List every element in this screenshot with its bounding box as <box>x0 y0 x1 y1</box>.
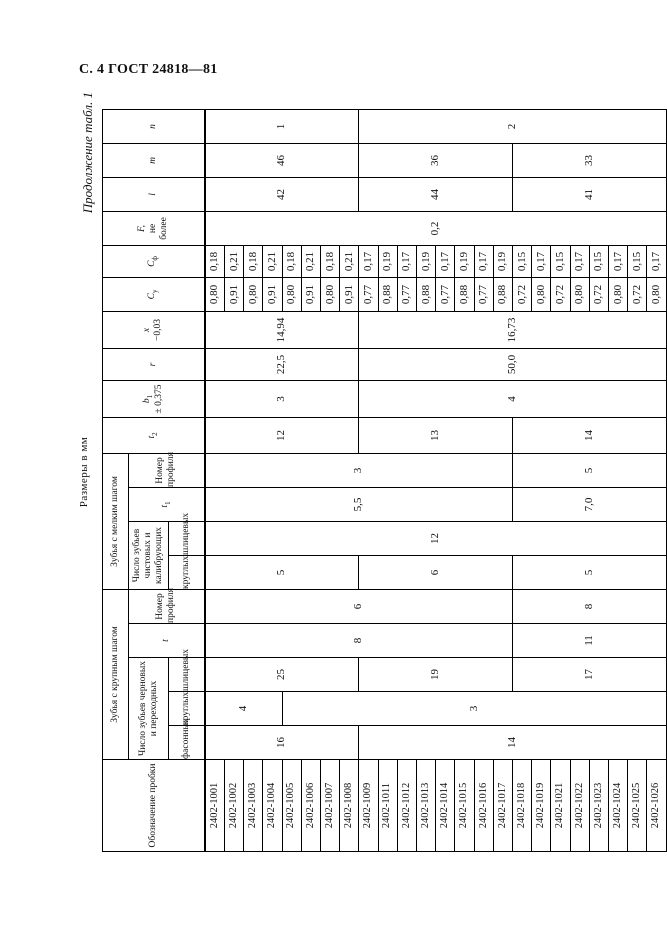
col-designation: Обозначение пробки <box>103 760 205 852</box>
col-shaped: фасонных <box>169 726 205 760</box>
designation-cell: 2402-1024 <box>609 760 628 852</box>
cf-cell: 0,17 <box>647 245 667 277</box>
units-caption: Размеры в мм <box>78 436 90 508</box>
m-cell: 36 <box>359 143 513 177</box>
cf-cell: 0,21 <box>301 245 320 277</box>
x-cell: 14,94 <box>205 311 359 348</box>
cf-cell: 0,21 <box>263 245 282 277</box>
shaped-cell: 14 <box>359 726 667 760</box>
designation-cell: 2402-1006 <box>301 760 320 852</box>
cy-cell: 0,77 <box>436 277 455 311</box>
cf-cell: 0,15 <box>628 245 647 277</box>
designation-cell: 2402-1018 <box>513 760 532 852</box>
designation-cell: 2402-1003 <box>244 760 263 852</box>
cf-cell: 0,19 <box>417 245 436 277</box>
col-f: F, не более <box>103 211 205 245</box>
n-cell: 1 <box>205 109 359 143</box>
col-t2: $t_2$ <box>103 417 205 453</box>
designation-cell: 2402-1025 <box>628 760 647 852</box>
fine-profile-cell: 5 <box>513 453 667 487</box>
cy-cell: 0,80 <box>570 277 589 311</box>
cf-cell: 0,18 <box>321 245 340 277</box>
cf-cell: 0,17 <box>474 245 493 277</box>
n-cell: 2 <box>359 109 667 143</box>
cf-cell: 0,17 <box>397 245 416 277</box>
cf-cell: 0,19 <box>493 245 512 277</box>
col-cy: $C_y$ <box>103 277 205 311</box>
cf-cell: 0,15 <box>589 245 608 277</box>
cf-cell: 0,17 <box>609 245 628 277</box>
cy-cell: 0,80 <box>282 277 301 311</box>
b1-cell: 3 <box>205 380 359 417</box>
cf-cell: 0,17 <box>436 245 455 277</box>
round-cell: 4 <box>205 692 283 726</box>
designation-cell: 2402-1008 <box>340 760 359 852</box>
cf-cell: 0,18 <box>282 245 301 277</box>
col-x: x −0,03 <box>103 311 205 348</box>
cf-cell: 0,15 <box>551 245 570 277</box>
fine-profile-cell: 3 <box>205 453 513 487</box>
table-continuation-caption: Продолжение табл. 1 <box>80 92 95 214</box>
coarse-profile-cell: 6 <box>205 589 513 623</box>
cf-cell: 0,19 <box>378 245 397 277</box>
designation-cell: 2402-1022 <box>570 760 589 852</box>
cy-cell: 0,77 <box>474 277 493 311</box>
r-cell: 50,0 <box>359 348 667 380</box>
cy-cell: 0,72 <box>628 277 647 311</box>
cy-cell: 0,80 <box>205 277 225 311</box>
col-t: t <box>129 624 205 658</box>
t2-cell: 12 <box>205 417 359 453</box>
t-cell: 8 <box>205 624 513 658</box>
cy-cell: 0,88 <box>455 277 474 311</box>
cf-cell: 0,17 <box>532 245 551 277</box>
fine-round-cell: 5 <box>205 555 359 589</box>
spline-cell: 17 <box>513 658 667 692</box>
designation-cell: 2402-1001 <box>205 760 225 852</box>
col-fine-round: круглых <box>169 555 205 589</box>
r-cell: 22,5 <box>205 348 359 380</box>
cy-cell: 0,91 <box>301 277 320 311</box>
cy-cell: 0,80 <box>609 277 628 311</box>
designation-cell: 2402-1017 <box>493 760 512 852</box>
t1-cell: 7,0 <box>513 487 667 521</box>
designation-cell: 2402-1004 <box>263 760 282 852</box>
col-fine-group: Зубья с мелким шагом <box>103 453 129 589</box>
spline-cell: 25 <box>205 658 359 692</box>
fine-spline-cell: 12 <box>205 521 667 555</box>
designation-cell: 2402-1016 <box>474 760 493 852</box>
cy-cell: 0,72 <box>551 277 570 311</box>
l-cell: 44 <box>359 177 513 211</box>
cf-cell: 0,17 <box>359 245 378 277</box>
m-cell: 46 <box>205 143 359 177</box>
t-cell: 11 <box>513 624 667 658</box>
col-coarse-count: Число зубьев черновых и переходных <box>129 658 169 760</box>
cy-cell: 0,77 <box>397 277 416 311</box>
cf-cell: 0,15 <box>513 245 532 277</box>
cf-cell: 0,17 <box>570 245 589 277</box>
cf-cell: 0,19 <box>455 245 474 277</box>
spline-cell: 19 <box>359 658 513 692</box>
col-coarse-group: Зубья с крупным шагом <box>103 589 129 759</box>
cy-cell: 0,88 <box>378 277 397 311</box>
col-m: m <box>103 143 205 177</box>
col-l: l <box>103 177 205 211</box>
shaped-cell: 16 <box>205 726 359 760</box>
cf-cell: 0,18 <box>205 245 225 277</box>
designation-cell: 2402-1019 <box>532 760 551 852</box>
designation-cell: 2402-1015 <box>455 760 474 852</box>
col-fine-spline: шлицевых <box>169 521 205 555</box>
cy-cell: 0,80 <box>532 277 551 311</box>
col-fine-profile: Номер профиля <box>129 453 205 487</box>
t2-cell: 13 <box>359 417 513 453</box>
f-cell: 0,2 <box>205 211 667 245</box>
col-spline: шлицевых <box>169 658 205 692</box>
col-n: n <box>103 109 205 143</box>
t2-cell: 14 <box>513 417 667 453</box>
cy-cell: 0,91 <box>225 277 244 311</box>
cy-cell: 0,80 <box>244 277 263 311</box>
cy-cell: 0,88 <box>417 277 436 311</box>
page-header: С. 4 ГОСТ 24818—81 <box>79 62 218 77</box>
m-cell: 33 <box>513 143 667 177</box>
designation-cell: 2402-1005 <box>282 760 301 852</box>
cy-cell: 0,91 <box>263 277 282 311</box>
fine-round-cell: 6 <box>359 555 513 589</box>
round-cell: 3 <box>282 692 666 726</box>
designation-cell: 2402-1007 <box>321 760 340 852</box>
col-round: круглых <box>169 692 205 726</box>
cy-cell: 0,72 <box>513 277 532 311</box>
designation-cell: 2402-1013 <box>417 760 436 852</box>
col-coarse-profile: Номер профиля <box>129 589 205 623</box>
designation-cell: 2402-1021 <box>551 760 570 852</box>
designation-cell: 2402-1002 <box>225 760 244 852</box>
col-fine-count: Число зубьев чистовых и калибрующих <box>129 521 169 589</box>
cf-cell: 0,21 <box>225 245 244 277</box>
cy-cell: 0,91 <box>340 277 359 311</box>
col-cf: $C_ф$ <box>103 245 205 277</box>
l-cell: 41 <box>513 177 667 211</box>
designation-cell: 2402-1012 <box>397 760 416 852</box>
designation-cell: 2402-1009 <box>359 760 378 852</box>
designation-cell: 2402-1026 <box>647 760 667 852</box>
col-t1: $t_1$ <box>129 487 205 521</box>
dimensions-table <box>102 73 667 852</box>
cy-cell: 0,72 <box>589 277 608 311</box>
t1-cell: 5,5 <box>205 487 513 521</box>
cy-cell: 0,80 <box>647 277 667 311</box>
cf-cell: 0,21 <box>340 245 359 277</box>
col-r: r <box>103 348 205 380</box>
cy-cell: 0,88 <box>493 277 512 311</box>
cy-cell: 0,77 <box>359 277 378 311</box>
fine-round-cell: 5 <box>513 555 667 589</box>
designation-cell: 2402-1011 <box>378 760 397 852</box>
designation-cell: 2402-1023 <box>589 760 608 852</box>
designation-cell: 2402-1014 <box>436 760 455 852</box>
cf-cell: 0,18 <box>244 245 263 277</box>
coarse-profile-cell: 8 <box>513 589 667 623</box>
l-cell: 42 <box>205 177 359 211</box>
rotated-table-region <box>78 92 667 852</box>
b1-cell: 4 <box>359 380 667 417</box>
cy-cell: 0,80 <box>321 277 340 311</box>
x-cell: 16,73 <box>359 311 667 348</box>
col-b1: $b_1$ ± 0,375 <box>103 380 205 417</box>
